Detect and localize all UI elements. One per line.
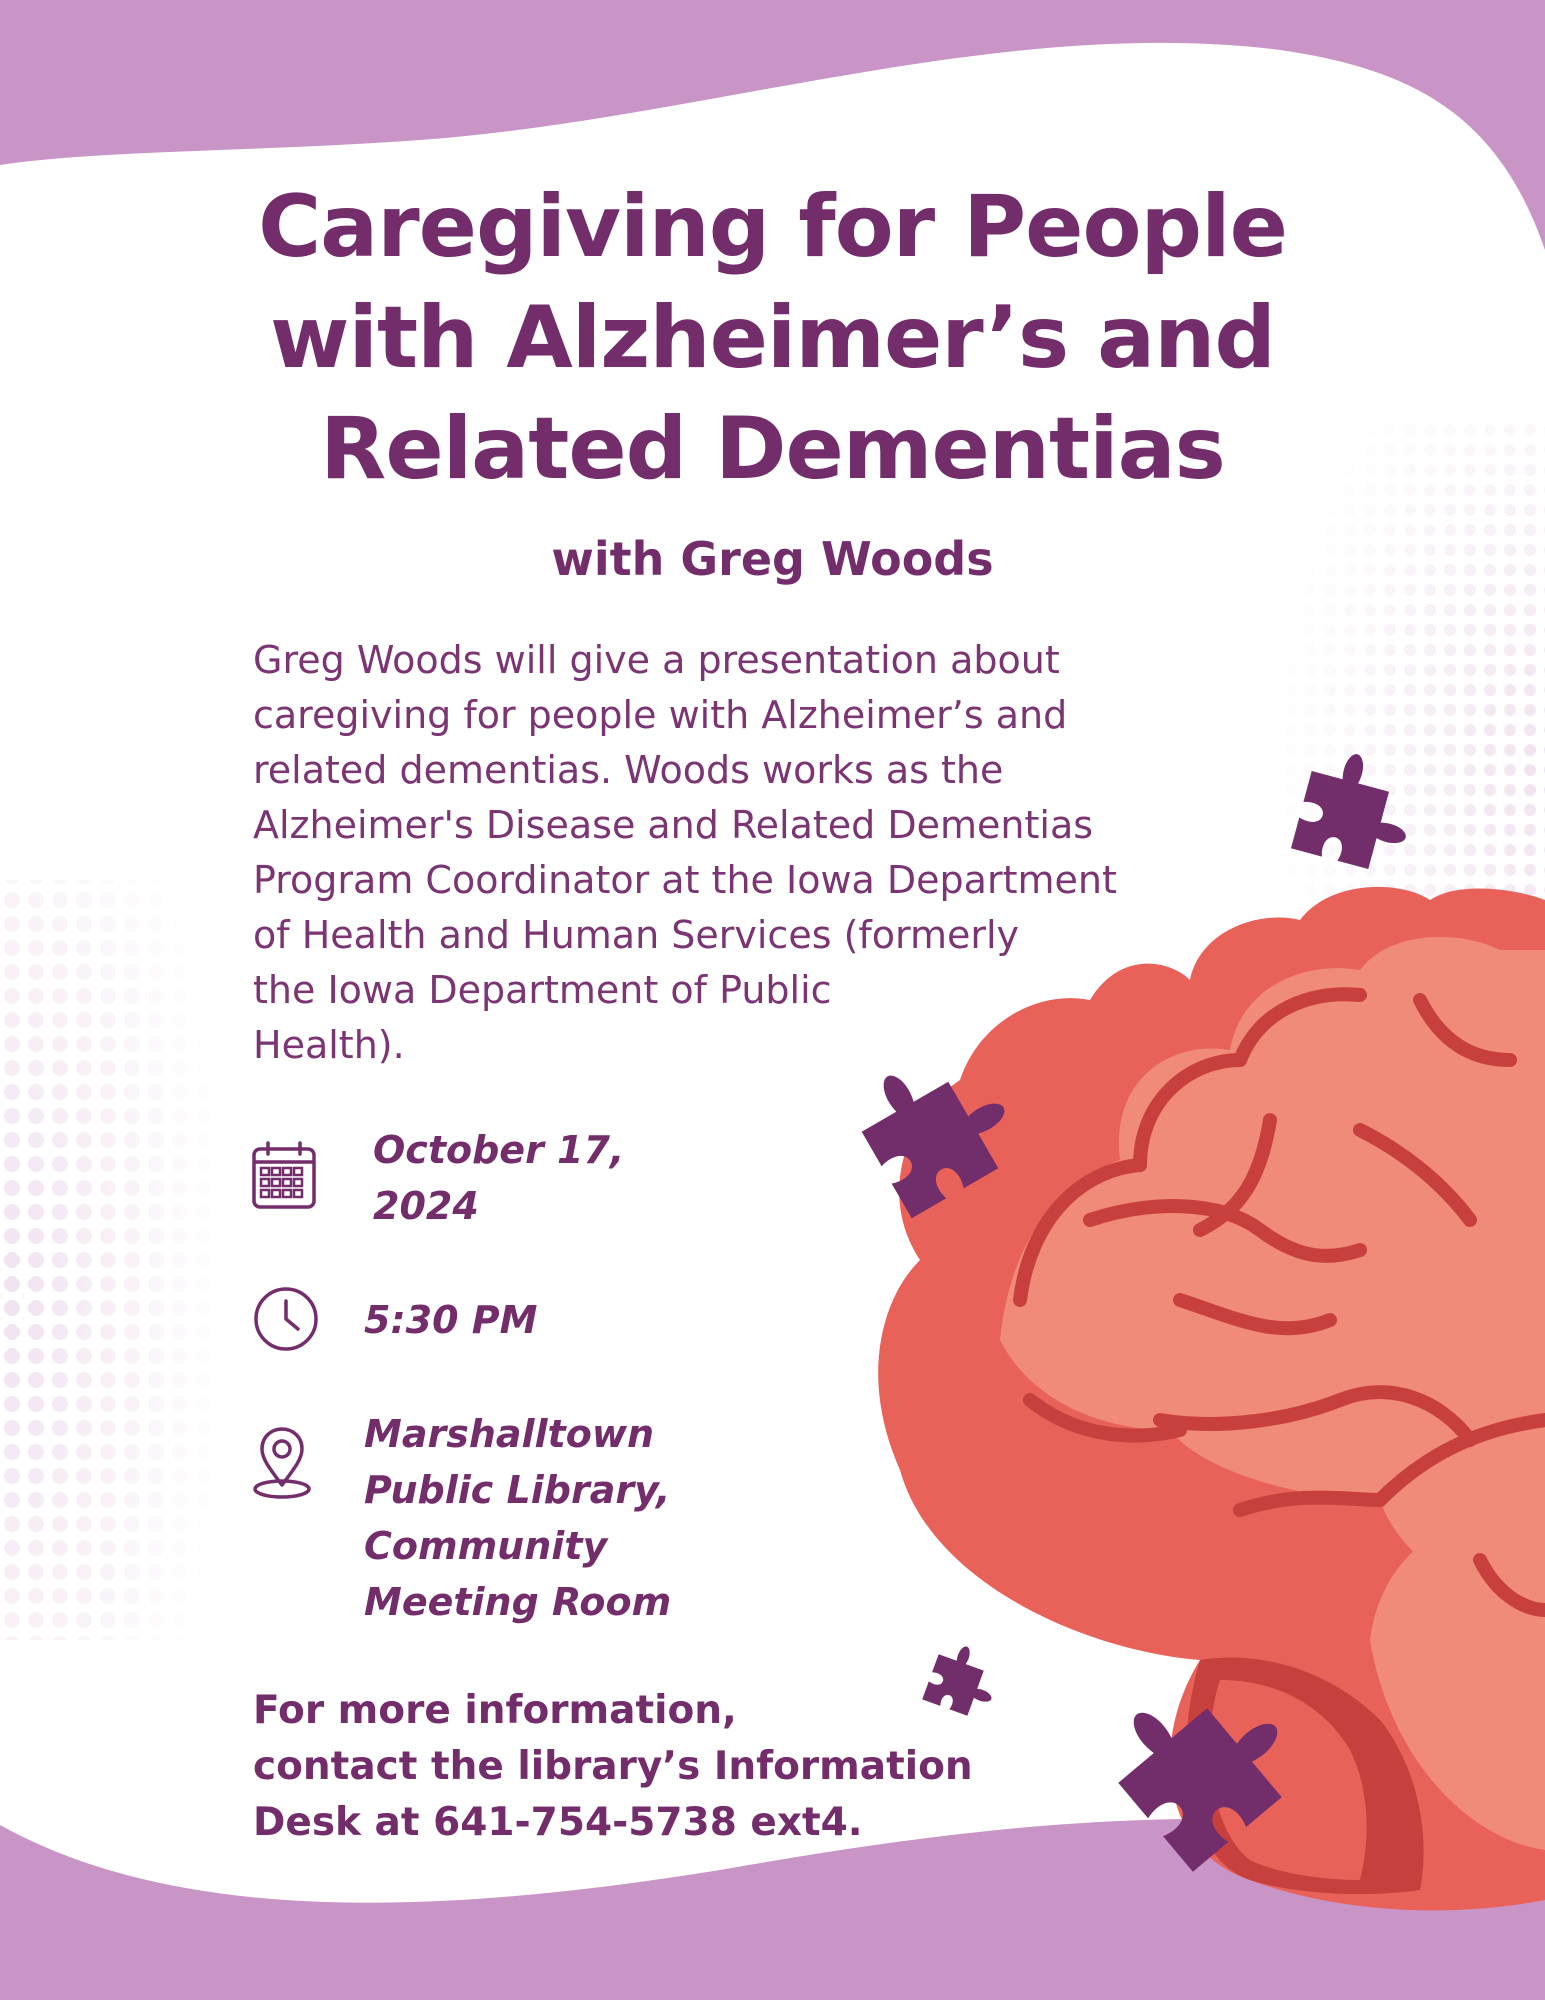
location-line: Meeting Room	[364, 1580, 672, 1624]
presenter-subtitle: with Greg Woods	[551, 532, 994, 586]
title-line: with Alzheimer’s and	[270, 288, 1275, 388]
date-line: October 17,	[373, 1128, 625, 1172]
contact-line: Desk at 641-754-5738 ext4.	[253, 1800, 863, 1845]
title-line: Caregiving for People	[258, 177, 1287, 277]
contact-line: contact the library’s Information	[253, 1744, 973, 1789]
description-line: the Iowa Department of Public	[253, 968, 832, 1012]
contact-info	[253, 1683, 973, 1851]
description-line: related dementias. Woods works as the	[253, 748, 1004, 792]
page-title	[60, 172, 1485, 505]
description-line: Greg Woods will give a presentation about	[253, 638, 1060, 682]
description-line: Alzheimer's Disease and Related Dementias	[253, 803, 1094, 847]
calendar-icon	[250, 1140, 320, 1212]
event-time	[364, 1292, 537, 1348]
description-line: Program Coordinator at the Iowa Department	[253, 858, 1117, 902]
contact-line: For more information,	[253, 1688, 737, 1733]
location-line: Community	[364, 1524, 608, 1568]
event-location	[364, 1406, 671, 1630]
location-line: Public Library,	[364, 1468, 671, 1512]
description-line: of Health and Human Services (formerly	[253, 913, 1020, 957]
date-line: 2024	[373, 1184, 479, 1228]
location-line: Marshalltown	[364, 1412, 654, 1456]
map-pin-icon	[250, 1425, 314, 1501]
description-line: Health).	[253, 1023, 405, 1067]
event-description	[253, 633, 1233, 1073]
time-line: 5:30 PM	[364, 1298, 538, 1342]
title-line: Related Dementias	[320, 399, 1225, 499]
description-line: caregiving for people with Alzheimer’s and	[253, 693, 1068, 737]
clock-icon	[252, 1285, 320, 1353]
event-date	[373, 1122, 624, 1234]
